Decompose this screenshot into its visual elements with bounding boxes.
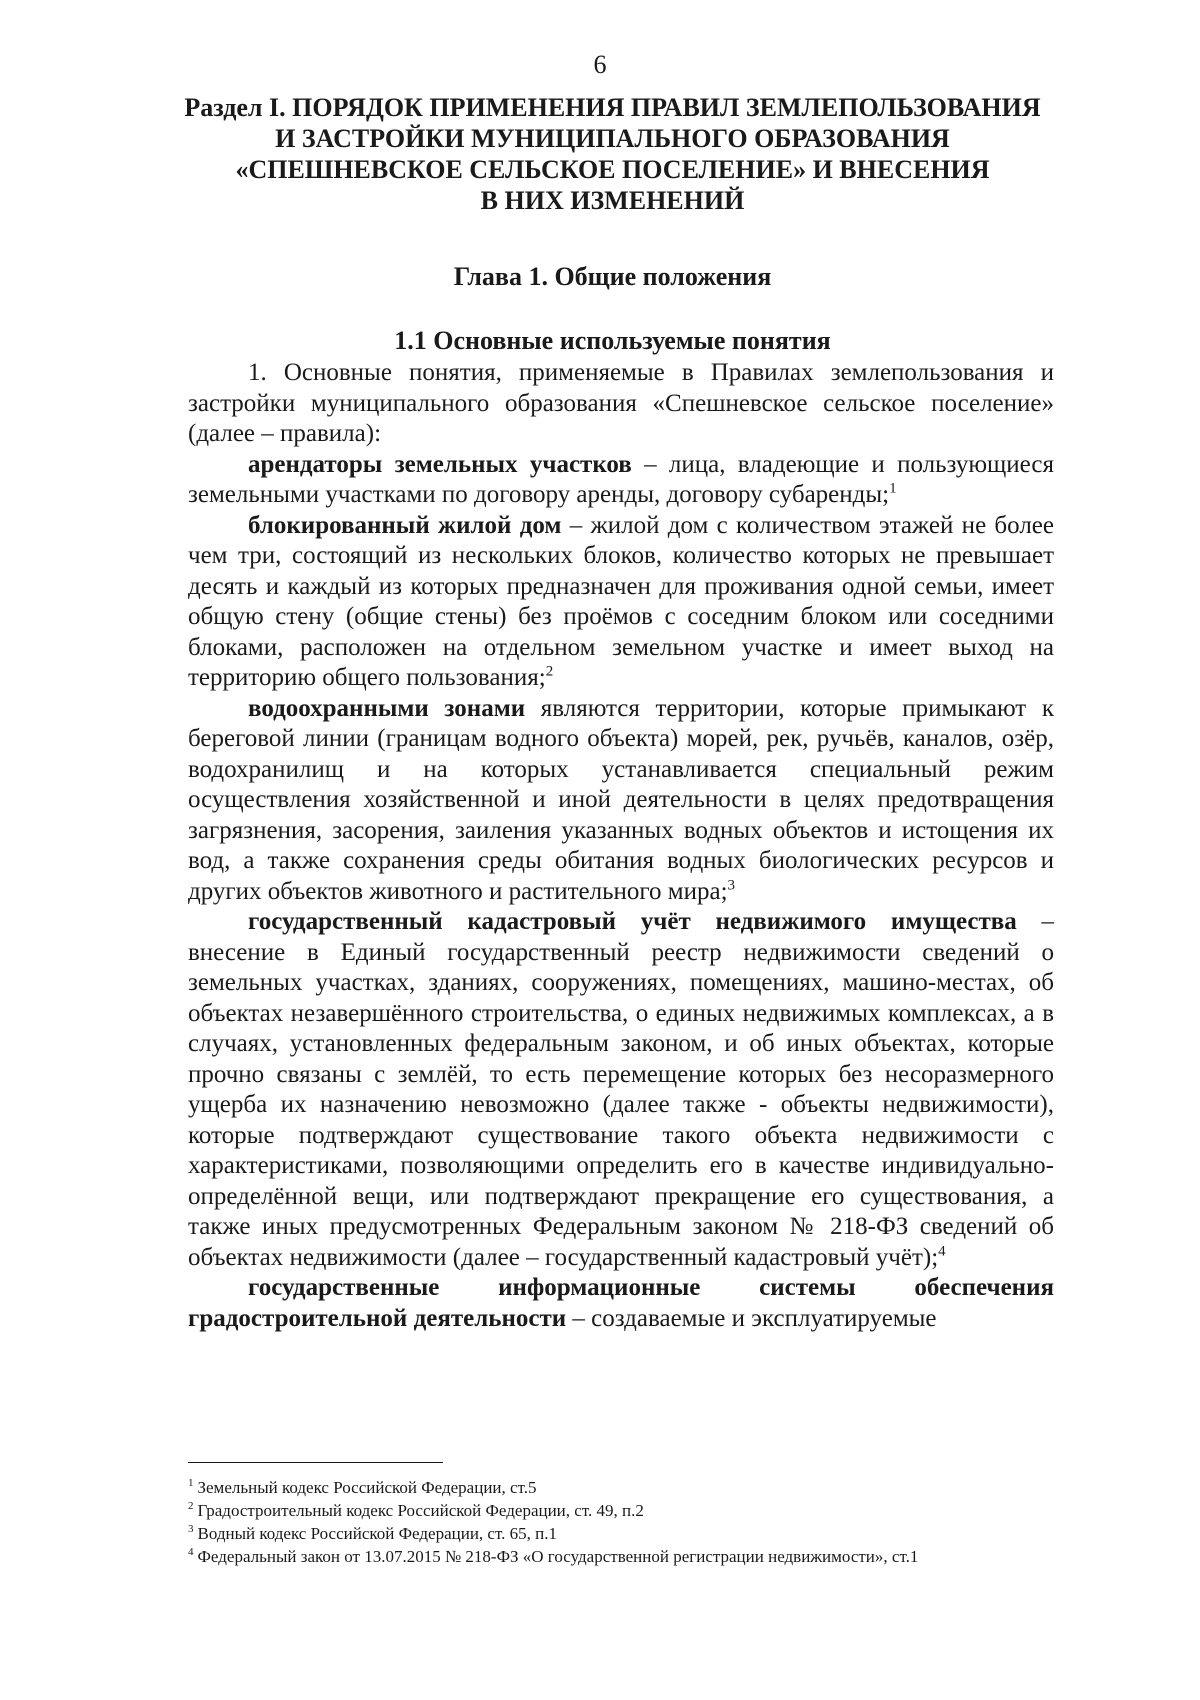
footnote-ref: 2 [545, 663, 554, 680]
section-title-line: И ЗАСТРОЙКИ МУНИЦИПАЛЬНОГО ОБРАЗОВАНИЯ [275, 124, 950, 153]
document-body [188, 358, 1054, 1334]
section-title [170, 92, 1055, 216]
definition-paragraph [188, 511, 1054, 694]
chapter-title: Глава 1. Общие положения [453, 262, 772, 291]
definition-term: арендаторы земельных участков [248, 450, 632, 478]
footnote [188, 1476, 1088, 1499]
footnote [188, 1545, 1088, 1568]
definition-text: – создаваемые и эксплуатируемые [566, 1304, 937, 1332]
definition-paragraph [188, 694, 1054, 908]
footnote-number: 1 [188, 1477, 194, 1490]
footnote-text: Градостроительный кодекс Российской Федерации, ст. 49, п.2 [197, 1501, 644, 1520]
footnote-number: 4 [188, 1546, 194, 1559]
footnote-text: Федеральный закон от 13.07.2015 № 218-ФЗ «О государственной регистрации недвижимости», ст.1 [197, 1547, 919, 1566]
definition-text: – лица, владеющие и пользующиеся земельными участками по договору аренды, договору субаренды; [188, 450, 1054, 508]
definition-term: государственный кадастровый учёт недвижимого имущества [248, 908, 1017, 935]
definition-paragraph [188, 1273, 1054, 1334]
footnote-number: 2 [188, 1500, 194, 1513]
footnote-ref: 3 [727, 877, 736, 894]
footnote-ref: 1 [889, 480, 897, 497]
definition-text: – жилой дом с количеством этажей не более чем три, состоящий из нескольких блоков, количество которых не превышает десять и каждый из которых предназначен для проживания одной семьи, имеет общую стену (общие стены) без проёмов с соседним блоком или соседними блоками, расположен на отдельном земельном участке и имеет выход на территорию общего пользования; [188, 511, 1054, 691]
footnote [188, 1522, 1088, 1545]
definition-paragraph [188, 450, 1054, 511]
definition-text: – внесение в Единый государственный реестр недвижимости сведений о земельных участках, зданиях, сооружениях, помещениях, машино-местах, об объектах незавершённого строительства, о единых недвижимых комплексах, а в случаях, установленных федеральным законом, и об иных объектах, которые прочно связаны с землёй, то есть перемещение которых без несоразмерного ущерба их назначению невозможно (далее также - объекты недвижимости), которые подтверждают существование такого объекта недвижимости с характеристиками, позволяющими определить его в качестве индивидуально-определённой вещи, или подтверждают прекращение его существования, а также иных предусмотренных Федеральным законом № 218-ФЗ сведений об объектах недвижимости (далее – государственный кадастровый учёт); [188, 908, 1055, 1271]
subsection-title: 1.1 Основные используемые понятия [394, 326, 831, 355]
footnote [188, 1499, 1088, 1522]
definition-term: блокированный жилой дом [248, 511, 562, 539]
footnote-text: Водный кодекс Российской Федерации, ст. 65, п.1 [197, 1524, 557, 1543]
definition-term: государственные информационные системы обеспечения градостроительной деятельности [188, 1274, 1054, 1332]
intro-paragraph: 1. Основные понятия, применяемые в Правилах землепользования и застройки муниципального образования «Спешневское сельское поселение» (далее – правила): [188, 359, 1054, 447]
definition-paragraph [188, 907, 1054, 1273]
footnotes [188, 1476, 1088, 1568]
definition-term: водоохранными зонами [248, 694, 526, 722]
footnote-divider [188, 1462, 443, 1463]
section-title-line: В НИХ ИЗМЕНЕНИЙ [480, 186, 745, 215]
section-title-line: Раздел I. ПОРЯДОК ПРИМЕНЕНИЯ ПРАВИЛ ЗЕМЛЕПОЛЬЗОВАНИЯ [184, 93, 1041, 122]
footnote-number: 3 [188, 1523, 194, 1536]
page-number: 6 [593, 50, 607, 79]
footnote-text: Земельный кодекс Российской Федерации, ст.5 [197, 1478, 537, 1497]
section-title-line: «СПЕШНЕВСКОЕ СЕЛЬСКОЕ ПОСЕЛЕНИЕ» И ВНЕСЕНИЯ [235, 155, 990, 184]
definition-text: являются территории, которые примыкают к береговой линии (границам водного объекта) морей, рек, ручьёв, каналов, озёр, водохранилищ и на которых устанавливается специальный режим осуществления хозяйственной и иной деятельности в целях предотвращения загрязнения, засорения, заиления указанных водных объектов и истощения их вод, а также сохранения среды обитания водных биологических ресурсов и других объектов животного и растительного мира; [188, 694, 1054, 905]
footnote-ref: 4 [938, 1243, 946, 1260]
